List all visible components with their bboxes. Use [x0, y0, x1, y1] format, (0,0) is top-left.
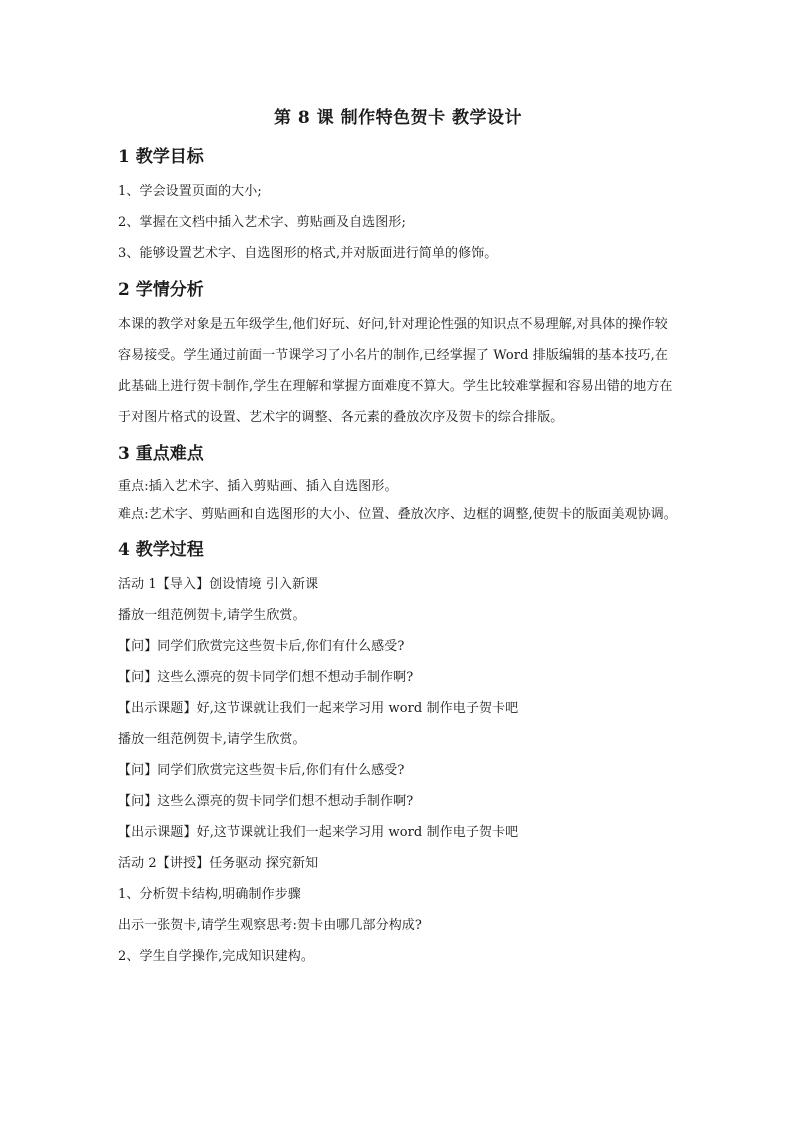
- paragraph: 【问】同学们欣赏完这些贺卡后,你们有什么感受?: [118, 639, 405, 654]
- paragraph: 播放一组范例贺卡,请学生欣赏。: [118, 732, 306, 747]
- paragraph: 【问】这些么漂亮的贺卡同学们想不想动手制作啊?: [118, 670, 414, 685]
- section-heading: 3 重点难点: [118, 444, 204, 464]
- paragraph: 【问】同学们欣赏完这些贺卡后,你们有什么感受?: [118, 763, 405, 778]
- section-teaching-process: [118, 535, 678, 972]
- document-title: 第 8 课 制作特色贺卡 教学设计: [273, 108, 522, 128]
- paragraph: 重点:插入艺术字、插入剪贴画、插入自选图形。: [118, 479, 398, 494]
- paragraph: 难点:艺术字、剪贴画和自选图形的大小、位置、叠放次序、边框的调整,使贺卡的版面美观协调。: [118, 507, 677, 522]
- paragraph: 本课的教学对象是五年级学生,他们好玩、好问,针对理论性强的知识点不易理解,对具体的操作较容易接受。学生通过前面一节课学习了小名片的制作,已经掌握了 Word 排版编辑的基本技巧,在此基础上进行贺卡制作,学生在理解和掌握方面难度不算大。学生比较难掌握和容易出错的地方在于对图片格式的设置、艺术字的调整、各元素的叠放次序及贺卡的综合排版。: [118, 317, 673, 425]
- section-heading: 1 教学目标: [118, 147, 204, 167]
- paragraph: 【出示课题】好,这节课就让我们一起来学习用 word 制作电子贺卡吧: [118, 701, 519, 716]
- paragraph: 出示一张贺卡,请学生观察思考:贺卡由哪几部分构成?: [118, 918, 422, 933]
- paragraph: 【问】这些么漂亮的贺卡同学们想不想动手制作啊?: [118, 794, 414, 809]
- section-heading: 2 学情分析: [118, 280, 204, 300]
- section-student-analysis: [118, 275, 678, 433]
- paragraph: 活动 1【导入】创设情境 引入新课: [118, 577, 319, 592]
- section-heading: 4 教学过程: [118, 540, 204, 560]
- paragraph: 2、掌握在文档中插入艺术字、剪贴画及自选图形;: [118, 215, 406, 230]
- paragraph: 1、学会设置页面的大小;: [118, 184, 262, 199]
- paragraph: 2、学生自学操作,完成知识建构。: [118, 949, 315, 964]
- paragraph: 【出示课题】好,这节课就让我们一起来学习用 word 制作电子贺卡吧: [118, 825, 519, 840]
- paragraph: 3、能够设置艺术字、自选图形的格式,并对版面进行简单的修饰。: [118, 246, 498, 261]
- section-objectives: [118, 142, 678, 269]
- section-key-points: [118, 439, 678, 529]
- paragraph: 播放一组范例贺卡,请学生欣赏。: [118, 608, 306, 623]
- paragraph: 1、分析贺卡结构,明确制作步骤: [118, 887, 301, 902]
- document-body: [118, 104, 678, 972]
- paragraph: 活动 2【讲授】任务驱动 探究新知: [118, 856, 319, 871]
